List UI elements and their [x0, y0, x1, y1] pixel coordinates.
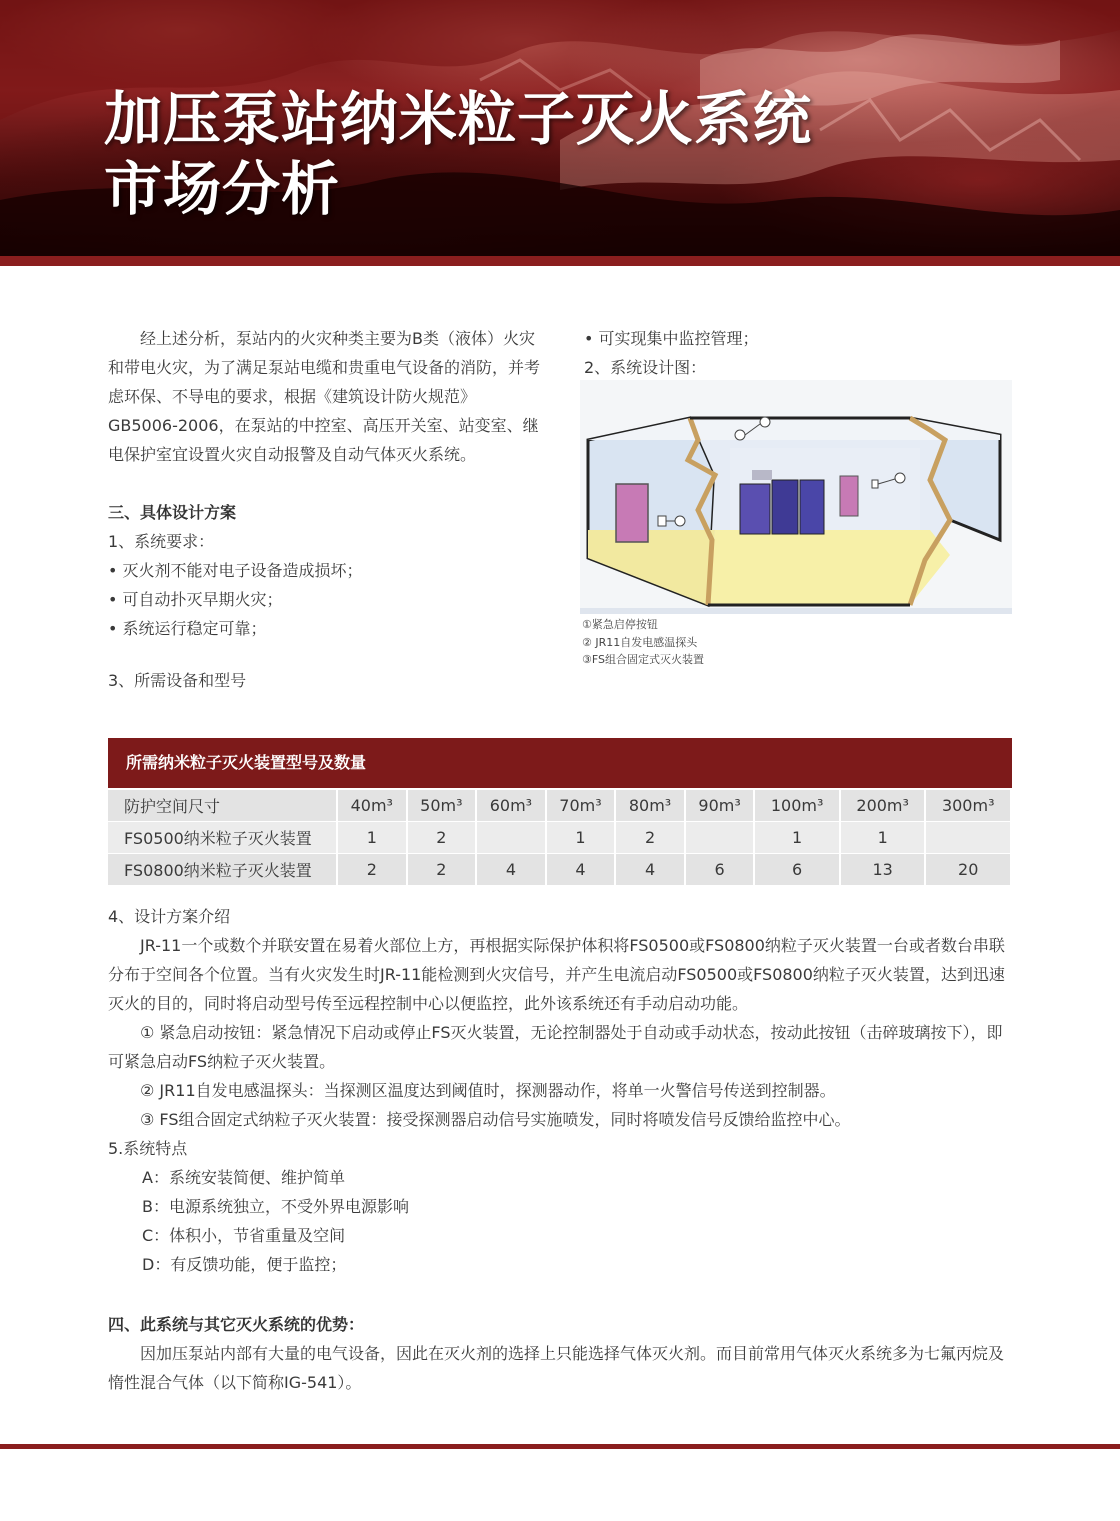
requirements-title: 1、系统要求： — [108, 532, 215, 551]
table-column-header: 60m³ — [476, 790, 546, 822]
table-cell: 1 — [337, 822, 407, 854]
system-design-diagram — [580, 380, 1012, 614]
table-row-label: FS0500纳米粒子灭火装置 — [108, 822, 337, 854]
table-row-label: FS0800纳米粒子灭火装置 — [108, 854, 337, 886]
table-cell: 13 — [840, 854, 926, 886]
design-intro-section — [108, 902, 1014, 1279]
advantage-paragraph: 因加压泵站内部有大量的电气设备，因此在灭火剂的选择上只能选择气体灭火剂。而目前常用气体灭火系统多为七氟丙烷及惰性混合气体（以下简称IG-541）。 — [108, 1344, 1005, 1392]
feature-item: C：体积小，节省重量及空间 — [142, 1226, 346, 1245]
table-column-header: 300m³ — [925, 790, 1011, 822]
page-title — [104, 84, 812, 224]
table-row — [108, 822, 1011, 854]
table-cell — [685, 822, 755, 854]
table-row — [108, 854, 1011, 886]
section4-point1: ① 紧急启动按钮：紧急情况下启动或停止FS灭火装置，无论控制器处于自动或手动状态，按动此按钮（击碎玻璃按下），即可紧急启动FS纳粒子灭火装置。 — [108, 1023, 1003, 1071]
footer-divider — [0, 1444, 1120, 1449]
table-column-header: 40m³ — [337, 790, 407, 822]
section4-point2: ② JR11自发电感温探头：当探测区温度达到阈值时，探测器动作，将单一火警信号传送到控制器。 — [140, 1081, 836, 1100]
table-cell: 2 — [615, 822, 685, 854]
requirement-item: • 可自动扑灭早期火灾； — [108, 585, 540, 614]
table-cell: 1 — [754, 822, 840, 854]
advantage-heading: 四、此系统与其它灭火系统的优势： — [108, 1315, 365, 1334]
banner-divider — [0, 256, 1120, 266]
requirement-item: • 系统运行稳定可靠； — [108, 614, 540, 643]
feature-item: B：电源系统独立，不受外界电源影响 — [142, 1197, 409, 1216]
table-column-header: 90m³ — [685, 790, 755, 822]
table-title: 所需纳米粒子灭火装置型号及数量 — [108, 738, 1012, 788]
section4-paragraph: JR-11一个或数个并联安置在易着火部位上方，再根据实际保护体积将FS0500或FS0800纳粒子灭火装置一台或者数台串联分布于空间各个位置。当有火灾发生时JR-11能检测到火灾信号，并产生电流启动FS0500或FS0800纳粒子灭火装置，达到迅速灭火的目的，同时将启动型号传至远程控制中心以便监控，此外该系统还有手动启动功能。 — [108, 936, 1005, 1013]
table-cell: 4 — [615, 854, 685, 886]
table-cell: 1 — [840, 822, 926, 854]
table-column-header: 200m³ — [840, 790, 926, 822]
table-cell: 1 — [546, 822, 616, 854]
header-banner — [0, 0, 1120, 258]
table-column-header: 100m³ — [754, 790, 840, 822]
legend-item: ③FS组合固定式灭火装置 — [582, 653, 704, 666]
table-header-label: 防护空间尺寸 — [108, 790, 337, 822]
section5-title: 5.系统特点 — [108, 1139, 188, 1158]
legend-item: ② JR11自发电感温探头 — [582, 635, 698, 649]
equipment-table — [108, 790, 1012, 886]
section4-point3: ③ FS组合固定式纳粒子灭火装置：接受探测器启动信号实施喷发，同时将喷发信号反馈给监控中心。 — [140, 1110, 851, 1129]
feature-item: D：有反馈功能，便于监控； — [142, 1255, 347, 1274]
intro-paragraph: 经上述分析，泵站内的火灾种类主要为B类（液体）火灾和带电火灾，为了满足泵站电缆和贵重电气设备的消防，并考虑环保、不导电的要求，根据《建筑设计防火规范》GB5006-2006，在泵站的中控室、高压开关室、站变室、继电保护室宜设置火灾自动报警及自动气体灭火系统。 — [108, 329, 541, 464]
table-cell: 20 — [925, 854, 1011, 886]
table-column-header: 70m³ — [546, 790, 616, 822]
table-cell — [925, 822, 1011, 854]
table-cell: 2 — [337, 854, 407, 886]
diagram-title: 2、系统设计图： — [584, 358, 707, 377]
requirement-item: • 灭火剂不能对电子设备造成损坏； — [108, 556, 540, 585]
table-cell: 6 — [685, 854, 755, 886]
table-cell: 2 — [407, 822, 477, 854]
table-cell: 6 — [754, 854, 840, 886]
equipment-title: 3、所需设备和型号 — [108, 671, 247, 690]
diagram-legend — [582, 616, 704, 669]
table-cell — [476, 822, 546, 854]
right-column — [584, 324, 1014, 382]
requirement-item: • 可实现集中监控管理； — [584, 324, 1014, 353]
table-header-row — [108, 790, 1011, 822]
table-cell: 4 — [476, 854, 546, 886]
table-column-header: 80m³ — [615, 790, 685, 822]
page-title-line2: 市场分析 — [104, 155, 341, 223]
table-column-header: 50m³ — [407, 790, 477, 822]
legend-item: ①紧急启停按钮 — [582, 618, 658, 631]
section4-title: 4、设计方案介绍 — [108, 907, 231, 926]
section3-heading: 三、具体设计方案 — [108, 503, 237, 522]
advantage-section — [108, 1310, 1014, 1397]
left-column — [108, 324, 540, 695]
table-cell: 2 — [407, 854, 477, 886]
page-title-line1: 加压泵站纳米粒子灭火系统 — [104, 85, 813, 153]
table-cell: 4 — [546, 854, 616, 886]
feature-item: A：系统安装简便、维护简单 — [142, 1168, 345, 1187]
